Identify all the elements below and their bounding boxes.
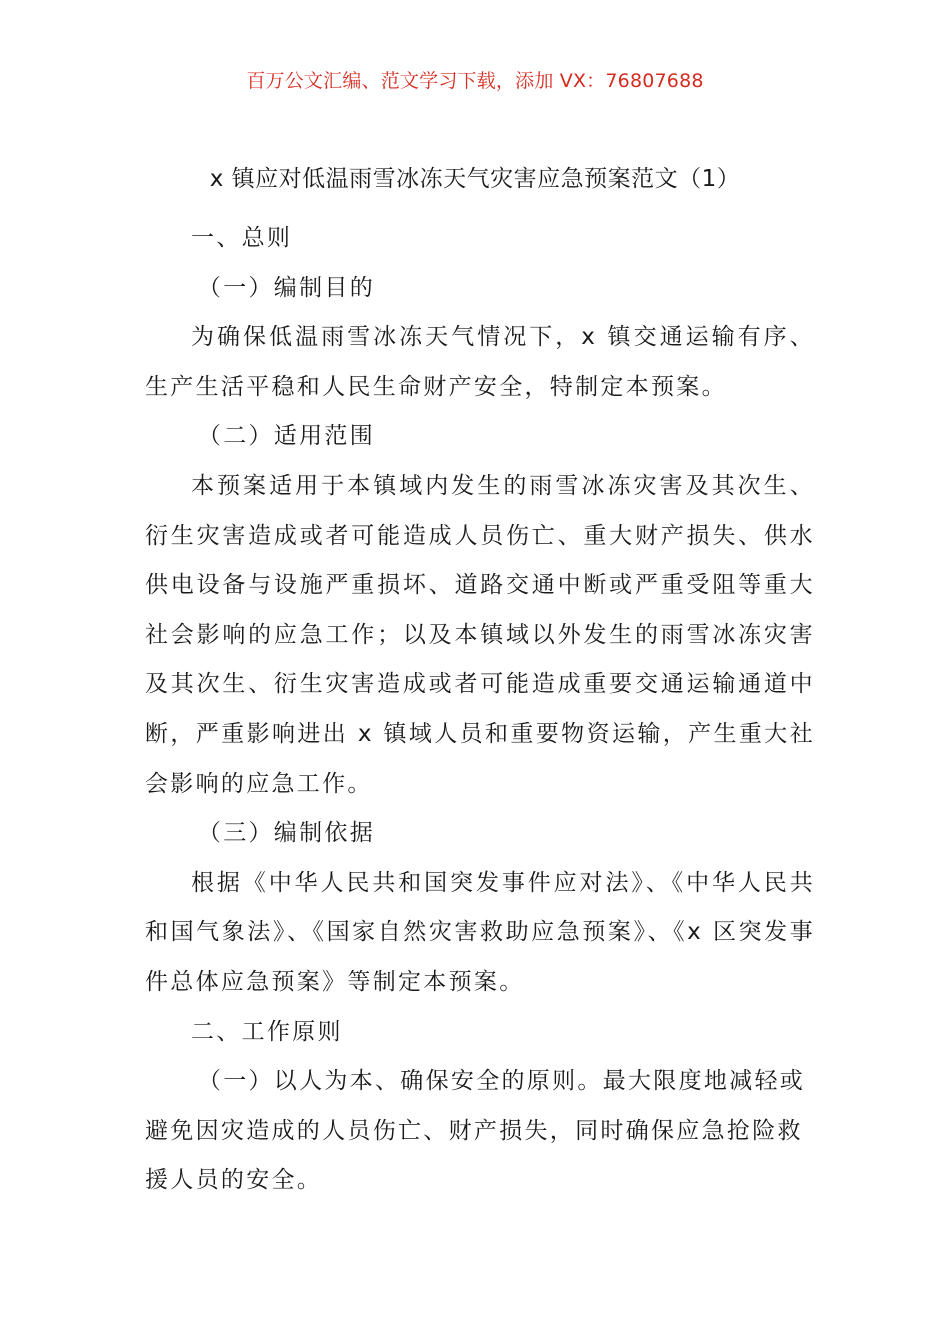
- document-body: [145, 214, 815, 1206]
- paragraph-basis: 根据《中华人民共和国突发事件应对法》、《中华人民共和国气象法》、《国家自然灾害救助应急预案》、《x 区突发事件总体应急预案》等制定本预案。: [145, 869, 815, 995]
- paragraph-principle-one: （一）以人为本、确保安全的原则。最大限度地减轻或避免因灾造成的人员伤亡、财产损失，同时确保应急抢险救援人员的安全。: [145, 1068, 806, 1194]
- paragraph-purpose: 为确保低温雨雪冰冻天气情况下，x 镇交通运输有序、生产生活平稳和人民生命财产安全，特制定本预案。: [145, 324, 815, 400]
- section-heading-general: 一、总则: [191, 225, 293, 251]
- document-title: x 镇应对低温雨雪冰冻天气灾害应急预案范文（1）: [209, 166, 741, 192]
- paragraph-scope: 本预案适用于本镇域内发生的雨雪冰冻灾害及其次生、衍生灾害造成或者可能造成人员伤亡、重大财产损失、供水供电设备与设施严重损坏、道路交通中断或严重受阻等重大社会影响的应急工作；以及本镇域以外发生的雨雪冰冻灾害及其次生、衍生灾害造成或者可能造成重要交通运输通道中断，严重影响进出 x 镇域人员和重要物资运输，产生重大社会影响的应急工作。: [145, 472, 815, 797]
- promo-header: 百万公文汇编、范文学习下载，添加 VX：76807688: [246, 70, 704, 92]
- section-heading-principles: 二、工作原则: [191, 1018, 343, 1045]
- subsection-heading-purpose: （一）编制目的: [197, 274, 375, 301]
- subsection-heading-scope: （二）适用范围: [197, 423, 375, 450]
- subsection-heading-basis: （三）编制依据: [197, 820, 375, 847]
